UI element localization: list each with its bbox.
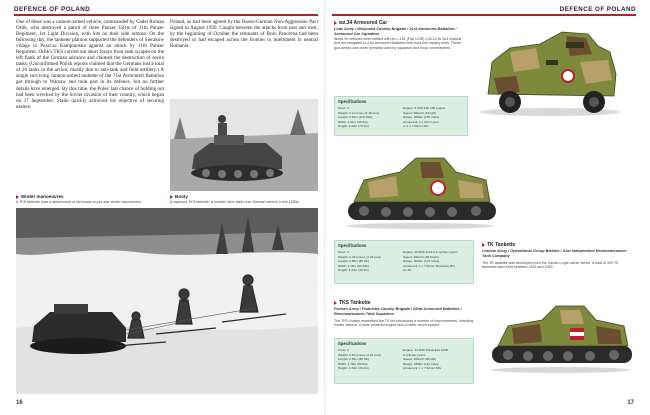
page-gutter xyxy=(324,0,326,415)
spec-column-left xyxy=(338,348,400,371)
spec-line: Width: 1.78m (5ft 10in) xyxy=(338,263,370,268)
spec-line: Weight: 2.2 tonnes (2.16 tons) xyxy=(338,110,380,115)
page-number-left: 16 xyxy=(16,400,23,406)
spec-box-title: Specifications xyxy=(338,99,367,104)
body-paragraph: One of these was a cannon-armed vehicle, commanded by Cadet Roman Orlik, who destroyed a patrol of three Panzer 35(t)s of 11th Panzer Regiment, 1st Light Division, with hits on their side armour. On the following day, the tankette platoon supported the defenders of Sieraków village in Puszcza Kampinoska against an attack by 11th Panzer Regiment. Orlik's TKS carried out short forays from tank scrapes on the left flank of the German advance and claimed the destruction of seven tanks. (Unconfirmed Polish reports claimed that the Germans lost a total of 20 tanks in the action, mostly due to anti-tank and field artillery.) A single surviving cannon-armed tankette of the 71st Armoured Battalion got through to Warsaw and took part in its defence, but no further details have emerged. By this time, the Poles' last chance of holding out had been wrecked by the Soviet invasion of their country, which began on 17 September. Stalin quickly achieved his objective of securing eastern xyxy=(16,19,164,110)
tks-tankette-illustration xyxy=(486,298,636,374)
spec-line: Speed: 40km/h (25mph) xyxy=(403,357,437,362)
header-rule-left xyxy=(14,14,318,16)
caption-text-booty: A captured TKS tankette. A number were taken into German service in the 1930s. xyxy=(170,200,300,204)
caption-text-winter: A TKS tankette tows a detachment of ski troops on pre-war winter manoeuvres. xyxy=(16,200,142,204)
spec-line: Armament: 1 x 37mm gun xyxy=(403,119,439,124)
vehicle-desc-wz34: About 90 vehicles were refitted with an L-181 (Fiat 122B) 3.8t-12.8L 6x4 chassis and are relegated to 21st Armoured Battalion with front-line cavalry units. These gun-armed cars were primarily used by squadron and troop commanders. xyxy=(334,37,462,50)
winter-manoeuvres-photo xyxy=(16,208,318,394)
spec-line: Armament: 1 x 7.92mm Browning MG xyxy=(403,263,455,268)
spec-line: Armament: 1 x 7.92mm MG xyxy=(403,366,441,371)
spec-line: Range: 200km (124 miles) xyxy=(403,259,440,264)
spec-line: Length: 2.58m (8ft 5in) xyxy=(338,259,370,264)
spec-box-wz34 xyxy=(334,96,468,136)
spec-line: Crew: 2 xyxy=(338,106,349,110)
spec-box-title: Specifications xyxy=(338,243,367,248)
spec-box-title: Specifications xyxy=(338,341,367,346)
spec-box-tks xyxy=(334,338,474,384)
spec-line: Range: 250km (155 miles) xyxy=(403,115,440,120)
spec-line: Speed: 50km/h (31mph) xyxy=(403,110,437,115)
spec-line: Crew: 2 xyxy=(338,348,349,352)
vehicle-title-tks: TKS Tankette xyxy=(334,300,371,306)
spec-line: wz.25 xyxy=(403,268,412,273)
spec-box-tk xyxy=(334,240,474,284)
spec-line: Height: 1.32m (4ft 4in) xyxy=(338,268,369,273)
vehicle-desc-tk: The TK tankette was developed from the Carden-Loyd carrier series. A total of 300 TK tankettes were built between 1931 and 1933. xyxy=(482,261,619,270)
spec-line: Weight: 2.65 tonnes (2.61 tons) xyxy=(338,352,382,357)
spec-column-right xyxy=(403,348,473,371)
spec-line: Height: 1.33m (4ft 4in) xyxy=(338,366,369,371)
spec-line: Width: 1.91m (6ft 3in) xyxy=(338,119,368,124)
spec-line: or 1 x 7.92mm MG xyxy=(403,124,429,129)
vehicle-desc-tks: The TKS closely resembled the TK but introduced a number of improvements, including thicker armour, a more powerful engine and a better vision system. xyxy=(334,319,474,328)
spec-line: Height: 2.22m (7ft 3in) xyxy=(338,124,369,129)
page-number-right: 17 xyxy=(627,400,634,406)
tk-tankette-illustration xyxy=(340,150,500,230)
body-paragraph: Poland, as had been agreed by the Russo-German Non-Aggression Pact signed in August 1939. Caught between the attacks from east and west, by the beginning of October the remnants of Bron Pancerna had been destroyed or had escaped across the frontier to internment in neutral Rumania. xyxy=(170,19,318,50)
vehicle-title-wz34: wz.34 Armoured Car xyxy=(334,20,387,26)
spec-line: Length: 2.56m (8ft 5in) xyxy=(338,357,370,362)
body-column-2 xyxy=(170,19,318,49)
spec-line: Engine: 8.7kW Fiat 108 engine xyxy=(403,106,446,110)
spec-line: Speed: 46km/h (28.5mph) xyxy=(403,254,439,259)
vehicle-unit-tk: Cracow Army / Operational Group Bielsko / 31st Independent Reconnaissance Tank Company xyxy=(482,248,627,258)
body-column-1 xyxy=(16,19,164,110)
spec-column-right xyxy=(403,106,467,129)
spec-line: Width: 1.76m (5ft 9in) xyxy=(338,361,368,366)
spec-line: Engine: 29.8kW Ford A 4-cylinder petrol xyxy=(403,250,458,254)
spec-column-left xyxy=(338,250,400,273)
running-head-left: DEFENCE OF POLAND xyxy=(14,6,91,13)
spec-line: Engine: 34.3kW Polski Fiat 122B xyxy=(403,348,449,352)
spec-line: 6-cylinder petrol xyxy=(403,352,426,357)
spec-line: Range: 180km (112 miles) xyxy=(403,361,440,366)
caption-title-booty: Booty xyxy=(170,194,188,199)
vehicle-unit-tks: Poznan Army / Podolska Cavalry Brigade / 62nd Armoured Battalion / Reconnaissance Tank Squadron xyxy=(334,306,462,316)
caption-title-winter: Winter manoeuvres xyxy=(16,194,64,199)
booty-photo xyxy=(170,99,318,191)
running-head-right: DEFENCE OF POLAND xyxy=(559,6,636,13)
vehicle-title-tk: TK Tankette xyxy=(482,242,515,248)
spec-column-right xyxy=(403,250,473,273)
spec-column-left xyxy=(338,106,400,129)
vehicle-unit-wz34: Lodz Army / Wolynska Cavalry Brigade / 21st Armoured Battalion / Armoured Car Squadron xyxy=(334,26,457,36)
spec-line: Length: 3.62m (11ft 10in) xyxy=(338,115,373,120)
spec-line: Crew: 2 xyxy=(338,250,349,254)
wz34-armoured-car-illustration xyxy=(470,22,630,118)
header-rule-right xyxy=(332,14,636,16)
spec-line: Weight: 2.43 tonnes (2.39 tons) xyxy=(338,254,382,259)
